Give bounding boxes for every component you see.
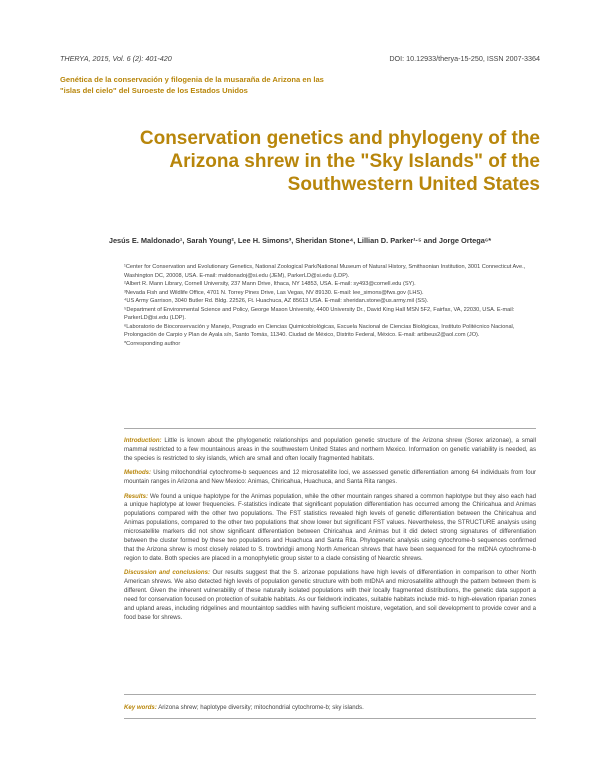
keywords-top-rule: [124, 694, 536, 695]
discussion-text: Our results suggest that the S. arizonae populations have high levels of differentiation in comparison to other North American shrews. We also detected high levels of population genetic structure with both mtDNA and microsatellite although the pattern between them is different. Given the inherent vulnerability of these naturally isolated populations with their locally fragmented distributions, the genetic data support a need for conservation focused on protection of suitable habitats. As our fieldwork indicates, suitable habitats include mid- to high-elevation riparian zones and upland areas, including ridgelines and mountaintop saddles with having sufficient moisture, vegetation, and soil development to provide cover and a food base for shrews.: [124, 569, 536, 621]
journal-citation: THERYA, 2015, Vol. 6 (2): 401-420: [60, 54, 172, 63]
affiliation-4: ⁴US Army Garrison, 3040 Butler Rd. Bldg. 22526, Ft. Huachuca, AZ 85613 USA. E-mail: sheridan.stone@us.army.mil (SS).: [124, 298, 429, 304]
abstract-discussion: [124, 569, 536, 622]
abstract-top-rule: [124, 428, 536, 429]
keywords: [124, 704, 536, 711]
methods-label: Methods:: [124, 469, 152, 477]
affiliation-1: ¹Center for Conservation and Evolutionary Genetics, National Zoological Park/National Museum of Natural History, Smithsonian Institution, 3001 Connecticut Ave., Washington DC, 20008, USA. E-mail: maldonadoj@si.edu (JEM), ParkerLD@si.edu (LDP).: [124, 264, 526, 279]
results-text: We found a unique haplotype for the Animas population, while the other mountain ranges shared a common haplotype but they also each had a unique haplotype at lower frequencies. F-statistics indicate that significant population differentiation has occurred among the Chiricahua and Animas populations compared with the other two populations. The FST statistics revealed high levels of genetic differentiation between the Chiricahua and Animas populations, compared to the other two populations that show lower but significant FST values. Nevertheless, the STRUCTURE analysis using microsatellite markers did not show significant differentiation between Chiricahua and Animas but it did detect strong signatures of differentiation between the cluster formed by these two populations and Huachuca and Santa Rita. Phylogenetic analysis using cytochrome-b sequences confirmed that the Arizona shrew is most closely related to S. trowbridgii among North American shrews that have been sequenced for the mtDNA cytochrome-b region to date. Both species are placed in a monophyletic group sister to a clade consisting of Nearctic shrews.: [124, 492, 536, 562]
affiliation-5: ⁵Department of Environmental Science and Policy, George Mason University, 4400 University Dr., David King Hall MSN 5F2, Fairfax, VA, 22030, USA. E-mail: ParkerLD@si.edu (LDP).: [124, 306, 515, 321]
affiliation-2: ²Albert R. Mann Library, Cornell University, 237 Mann Drive, Ithaca, NY 14853, USA. E-mail: sy493@cornell.edu (SY).: [124, 281, 416, 287]
abstract-introduction: [124, 437, 536, 464]
paper-title: Conservation genetics and phylogeny of the Arizona shrew in the "Sky Islands" of the Southwestern United States: [139, 128, 540, 195]
keywords-text: Arizona shrew; haplotype diversity; mitochondrial cytochrome-b; sky islands.: [156, 704, 364, 711]
abstract-methods: [124, 469, 536, 487]
corresponding-author-note: *Corresponding author: [124, 340, 181, 347]
keywords-label: Key words:: [124, 704, 157, 711]
affiliations: [124, 263, 536, 348]
doi-issn: DOI: 10.12933/therya-15-250, ISSN 2007-3364: [389, 54, 540, 63]
abstract-results: [124, 493, 536, 564]
introduction-label: Introduction:: [124, 437, 162, 444]
discussion-label: Discussion and conclusions:: [124, 569, 210, 577]
author-list: Jesús E. Maldonado¹, Sarah Young², Lee H. Simons³, Sheridan Stone⁴, Lillian D. Parker¹·⁵ and Jorge Ortega⁶*: [108, 236, 492, 245]
results-label: Results:: [124, 492, 149, 500]
introduction-text: Little is known about the phylogenetic relationships and population genetic structure of the Arizona shrew (Sorex arizonae), a small mammal restricted to a few mountainous areas in the southwestern United States and northern Mexico. Information on genetic variability is needed, as the species is restricted to sky islands, which are small and often locally fragmented habitats.: [124, 437, 536, 462]
methods-text: Using mitochondrial cytochrome-b sequences and 12 microsatellite loci, we assessed genetic differentiation among 64 individuals from four mountain ranges in Arizona and New Mexico: Animas, Chiricahua, Huachuca, and Santa Rita ranges.: [124, 469, 536, 486]
keywords-bottom-rule: [124, 718, 536, 719]
spanish-title: Genética de la conservación y filogenia de la musaraña de Arizona en las "islas del cielo" del Suroeste de los Estados Unidos: [60, 75, 324, 95]
affiliation-6: ⁶Laboratorio de Bioconservación y Manejo, Posgrado en Ciencias Quimicobiológicas, Escuela Nacional de Ciencias Biológicas, Instituto Politécnico Nacional, Prolongación de Carpio y Plan de Ayala s/n, Santo Tomás, 11340. Ciudad de México, Distrito Federal, México. E-mail: artibeus2@aol.com (JO).: [124, 323, 515, 338]
affiliation-3: ³Nevada Fish and Wildlife Office, 4701 N. Torrey Pines Drive, Las Vegas, NV 89130. E-mail: lee_simons@fws.gov (LHS).: [124, 289, 424, 296]
running-header: [60, 54, 540, 63]
abstract: [124, 437, 536, 628]
